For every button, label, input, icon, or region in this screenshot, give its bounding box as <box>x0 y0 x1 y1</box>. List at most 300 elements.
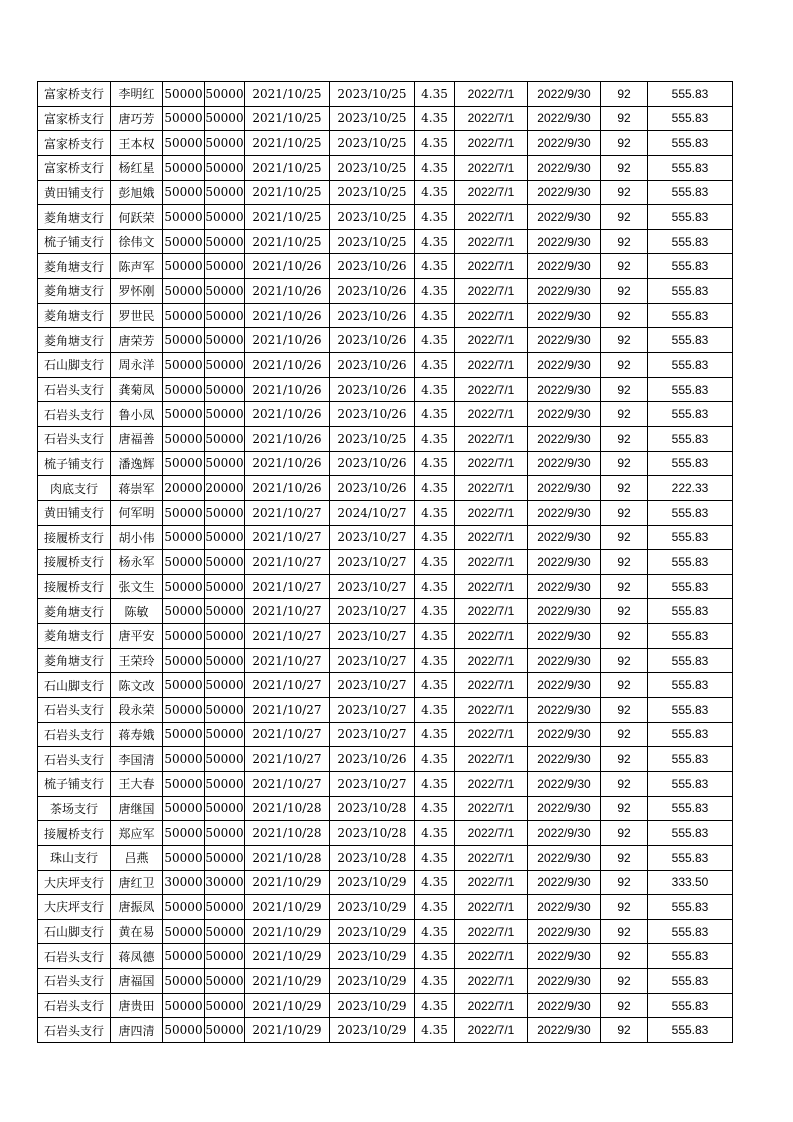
branch-cell: 接履桥支行 <box>38 574 111 599</box>
due-date-cell: 2023/10/27 <box>330 698 415 723</box>
period-end-cell: 2022/9/30 <box>528 870 601 895</box>
due-date-cell: 2023/10/25 <box>330 205 415 230</box>
rate-cell: 4.35 <box>415 550 455 575</box>
interest-cell: 555.83 <box>648 796 733 821</box>
days-cell: 92 <box>601 574 648 599</box>
period-start-cell: 2022/7/1 <box>455 1018 528 1043</box>
period-end-cell: 2022/9/30 <box>528 599 601 624</box>
period-start-cell: 2022/7/1 <box>455 845 528 870</box>
table-row <box>38 919 733 944</box>
due-date-cell: 2023/10/29 <box>330 919 415 944</box>
due-date-cell: 2023/10/29 <box>330 969 415 994</box>
start-date-cell: 2021/10/27 <box>245 747 330 772</box>
branch-cell: 富家桥支行 <box>38 131 111 156</box>
start-date-cell: 2021/10/26 <box>245 426 330 451</box>
table-row <box>38 279 733 304</box>
borrower-name-cell: 罗怀刚 <box>111 279 163 304</box>
borrower-name-cell: 吕燕 <box>111 845 163 870</box>
days-cell: 92 <box>601 944 648 969</box>
interest-cell: 555.83 <box>648 993 733 1018</box>
days-cell: 92 <box>601 377 648 402</box>
interest-cell: 555.83 <box>648 550 733 575</box>
rate-cell: 4.35 <box>415 303 455 328</box>
borrower-name-cell: 杨红星 <box>111 155 163 180</box>
loan-amount-cell: 50000 <box>163 1018 205 1043</box>
interest-cell: 555.83 <box>648 944 733 969</box>
balance-cell: 50000 <box>205 550 245 575</box>
period-start-cell: 2022/7/1 <box>455 870 528 895</box>
loan-amount-cell: 50000 <box>163 131 205 156</box>
table-row <box>38 426 733 451</box>
interest-cell: 555.83 <box>648 131 733 156</box>
balance-cell: 50000 <box>205 993 245 1018</box>
days-cell: 92 <box>601 476 648 501</box>
loan-amount-cell: 50000 <box>163 698 205 723</box>
start-date-cell: 2021/10/25 <box>245 205 330 230</box>
table-row <box>38 673 733 698</box>
due-date-cell: 2023/10/25 <box>330 131 415 156</box>
table-row <box>38 131 733 156</box>
loan-amount-cell: 50000 <box>163 969 205 994</box>
start-date-cell: 2021/10/26 <box>245 451 330 476</box>
period-end-cell: 2022/9/30 <box>528 574 601 599</box>
branch-cell: 菱角塘支行 <box>38 205 111 230</box>
borrower-name-cell: 陈声军 <box>111 254 163 279</box>
loan-amount-cell: 50000 <box>163 722 205 747</box>
start-date-cell: 2021/10/25 <box>245 180 330 205</box>
balance-cell: 50000 <box>205 1018 245 1043</box>
loan-amount-cell: 50000 <box>163 845 205 870</box>
days-cell: 92 <box>601 500 648 525</box>
due-date-cell: 2023/10/25 <box>330 82 415 107</box>
table-row <box>38 895 733 920</box>
interest-cell: 555.83 <box>648 821 733 846</box>
borrower-name-cell: 陈文改 <box>111 673 163 698</box>
due-date-cell: 2023/10/26 <box>330 279 415 304</box>
due-date-cell: 2023/10/26 <box>330 353 415 378</box>
days-cell: 92 <box>601 353 648 378</box>
period-end-cell: 2022/9/30 <box>528 205 601 230</box>
loan-amount-cell: 50000 <box>163 229 205 254</box>
period-end-cell: 2022/9/30 <box>528 919 601 944</box>
rate-cell: 4.35 <box>415 476 455 501</box>
table-row <box>38 500 733 525</box>
table-row <box>38 205 733 230</box>
loan-amount-cell: 20000 <box>163 476 205 501</box>
branch-cell: 大庆坪支行 <box>38 870 111 895</box>
start-date-cell: 2021/10/26 <box>245 476 330 501</box>
balance-cell: 50000 <box>205 328 245 353</box>
rate-cell: 4.35 <box>415 328 455 353</box>
branch-cell: 菱角塘支行 <box>38 303 111 328</box>
days-cell: 92 <box>601 525 648 550</box>
period-start-cell: 2022/7/1 <box>455 821 528 846</box>
period-start-cell: 2022/7/1 <box>455 377 528 402</box>
period-start-cell: 2022/7/1 <box>455 895 528 920</box>
balance-cell: 50000 <box>205 574 245 599</box>
start-date-cell: 2021/10/27 <box>245 599 330 624</box>
borrower-name-cell: 郑应军 <box>111 821 163 846</box>
loan-amount-cell: 50000 <box>163 821 205 846</box>
period-end-cell: 2022/9/30 <box>528 673 601 698</box>
days-cell: 92 <box>601 1018 648 1043</box>
table-row <box>38 229 733 254</box>
due-date-cell: 2023/10/27 <box>330 722 415 747</box>
borrower-name-cell: 胡小伟 <box>111 525 163 550</box>
branch-cell: 接履桥支行 <box>38 550 111 575</box>
balance-cell: 50000 <box>205 451 245 476</box>
loan-amount-cell: 50000 <box>163 353 205 378</box>
interest-cell: 555.83 <box>648 574 733 599</box>
table-row <box>38 599 733 624</box>
due-date-cell: 2023/10/29 <box>330 895 415 920</box>
start-date-cell: 2021/10/29 <box>245 1018 330 1043</box>
balance-cell: 20000 <box>205 476 245 501</box>
borrower-name-cell: 杨永军 <box>111 550 163 575</box>
loan-amount-cell: 50000 <box>163 426 205 451</box>
loan-amount-cell: 50000 <box>163 993 205 1018</box>
due-date-cell: 2023/10/26 <box>330 476 415 501</box>
rate-cell: 4.35 <box>415 796 455 821</box>
branch-cell: 石岩头支行 <box>38 747 111 772</box>
period-end-cell: 2022/9/30 <box>528 131 601 156</box>
interest-cell: 555.83 <box>648 402 733 427</box>
rate-cell: 4.35 <box>415 525 455 550</box>
balance-cell: 50000 <box>205 377 245 402</box>
balance-cell: 50000 <box>205 969 245 994</box>
period-end-cell: 2022/9/30 <box>528 82 601 107</box>
days-cell: 92 <box>601 821 648 846</box>
balance-cell: 50000 <box>205 845 245 870</box>
interest-cell: 555.83 <box>648 303 733 328</box>
period-end-cell: 2022/9/30 <box>528 796 601 821</box>
branch-cell: 富家桥支行 <box>38 82 111 107</box>
rate-cell: 4.35 <box>415 771 455 796</box>
borrower-name-cell: 周永洋 <box>111 353 163 378</box>
balance-cell: 50000 <box>205 402 245 427</box>
branch-cell: 接履桥支行 <box>38 821 111 846</box>
interest-cell: 555.83 <box>648 722 733 747</box>
table-row <box>38 180 733 205</box>
borrower-name-cell: 何军明 <box>111 500 163 525</box>
rate-cell: 4.35 <box>415 722 455 747</box>
branch-cell: 肉底支行 <box>38 476 111 501</box>
period-end-cell: 2022/9/30 <box>528 328 601 353</box>
start-date-cell: 2021/10/25 <box>245 155 330 180</box>
due-date-cell: 2024/10/27 <box>330 500 415 525</box>
due-date-cell: 2023/10/26 <box>330 747 415 772</box>
period-start-cell: 2022/7/1 <box>455 180 528 205</box>
days-cell: 92 <box>601 328 648 353</box>
days-cell: 92 <box>601 303 648 328</box>
balance-cell: 50000 <box>205 229 245 254</box>
balance-cell: 50000 <box>205 82 245 107</box>
start-date-cell: 2021/10/27 <box>245 500 330 525</box>
interest-cell: 555.83 <box>648 254 733 279</box>
table-row <box>38 377 733 402</box>
start-date-cell: 2021/10/26 <box>245 303 330 328</box>
due-date-cell: 2023/10/27 <box>330 550 415 575</box>
rate-cell: 4.35 <box>415 870 455 895</box>
rate-cell: 4.35 <box>415 377 455 402</box>
period-start-cell: 2022/7/1 <box>455 402 528 427</box>
branch-cell: 石山脚支行 <box>38 919 111 944</box>
period-start-cell: 2022/7/1 <box>455 919 528 944</box>
table-row <box>38 771 733 796</box>
loan-amount-cell: 50000 <box>163 599 205 624</box>
loan-amount-cell: 50000 <box>163 451 205 476</box>
table-row <box>38 303 733 328</box>
period-start-cell: 2022/7/1 <box>455 205 528 230</box>
loan-amount-cell: 50000 <box>163 180 205 205</box>
period-start-cell: 2022/7/1 <box>455 969 528 994</box>
period-end-cell: 2022/9/30 <box>528 155 601 180</box>
due-date-cell: 2023/10/25 <box>330 155 415 180</box>
branch-cell: 石岩头支行 <box>38 993 111 1018</box>
balance-cell: 50000 <box>205 279 245 304</box>
branch-cell: 大庆坪支行 <box>38 895 111 920</box>
days-cell: 92 <box>601 426 648 451</box>
borrower-name-cell: 罗世民 <box>111 303 163 328</box>
due-date-cell: 2023/10/27 <box>330 673 415 698</box>
branch-cell: 石山脚支行 <box>38 353 111 378</box>
rate-cell: 4.35 <box>415 698 455 723</box>
table-row <box>38 525 733 550</box>
rate-cell: 4.35 <box>415 969 455 994</box>
branch-cell: 富家桥支行 <box>38 106 111 131</box>
period-start-cell: 2022/7/1 <box>455 574 528 599</box>
period-start-cell: 2022/7/1 <box>455 525 528 550</box>
start-date-cell: 2021/10/25 <box>245 131 330 156</box>
branch-cell: 菱角塘支行 <box>38 648 111 673</box>
interest-cell: 555.83 <box>648 180 733 205</box>
start-date-cell: 2021/10/26 <box>245 279 330 304</box>
balance-cell: 50000 <box>205 673 245 698</box>
due-date-cell: 2023/10/27 <box>330 599 415 624</box>
table-row <box>38 254 733 279</box>
loan-amount-cell: 50000 <box>163 648 205 673</box>
due-date-cell: 2023/10/27 <box>330 574 415 599</box>
period-end-cell: 2022/9/30 <box>528 254 601 279</box>
table-row <box>38 574 733 599</box>
balance-cell: 50000 <box>205 155 245 180</box>
start-date-cell: 2021/10/26 <box>245 353 330 378</box>
branch-cell: 梳子铺支行 <box>38 229 111 254</box>
start-date-cell: 2021/10/27 <box>245 525 330 550</box>
interest-cell: 555.83 <box>648 771 733 796</box>
period-start-cell: 2022/7/1 <box>455 82 528 107</box>
start-date-cell: 2021/10/27 <box>245 550 330 575</box>
period-end-cell: 2022/9/30 <box>528 698 601 723</box>
start-date-cell: 2021/10/28 <box>245 845 330 870</box>
period-end-cell: 2022/9/30 <box>528 500 601 525</box>
period-end-cell: 2022/9/30 <box>528 525 601 550</box>
borrower-name-cell: 黄在易 <box>111 919 163 944</box>
loan-amount-cell: 50000 <box>163 279 205 304</box>
days-cell: 92 <box>601 722 648 747</box>
due-date-cell: 2023/10/26 <box>330 254 415 279</box>
borrower-name-cell: 彭旭娥 <box>111 180 163 205</box>
days-cell: 92 <box>601 106 648 131</box>
days-cell: 92 <box>601 969 648 994</box>
table-row <box>38 353 733 378</box>
rate-cell: 4.35 <box>415 648 455 673</box>
due-date-cell: 2023/10/27 <box>330 624 415 649</box>
borrower-name-cell: 段永荣 <box>111 698 163 723</box>
table-body <box>38 82 733 1043</box>
due-date-cell: 2023/10/26 <box>330 377 415 402</box>
rate-cell: 4.35 <box>415 845 455 870</box>
interest-cell: 333.50 <box>648 870 733 895</box>
balance-cell: 50000 <box>205 180 245 205</box>
branch-cell: 富家桥支行 <box>38 155 111 180</box>
balance-cell: 50000 <box>205 131 245 156</box>
borrower-name-cell: 何跃荣 <box>111 205 163 230</box>
interest-cell: 555.83 <box>648 500 733 525</box>
borrower-name-cell: 唐福国 <box>111 969 163 994</box>
start-date-cell: 2021/10/28 <box>245 821 330 846</box>
table-row <box>38 155 733 180</box>
period-end-cell: 2022/9/30 <box>528 303 601 328</box>
balance-cell: 50000 <box>205 525 245 550</box>
table-row <box>38 624 733 649</box>
rate-cell: 4.35 <box>415 106 455 131</box>
start-date-cell: 2021/10/29 <box>245 944 330 969</box>
interest-cell: 555.83 <box>648 969 733 994</box>
days-cell: 92 <box>601 648 648 673</box>
branch-cell: 梳子铺支行 <box>38 771 111 796</box>
table-row <box>38 451 733 476</box>
period-start-cell: 2022/7/1 <box>455 476 528 501</box>
balance-cell: 50000 <box>205 895 245 920</box>
interest-cell: 555.83 <box>648 353 733 378</box>
rate-cell: 4.35 <box>415 155 455 180</box>
balance-cell: 50000 <box>205 919 245 944</box>
days-cell: 92 <box>601 796 648 821</box>
borrower-name-cell: 王本权 <box>111 131 163 156</box>
table-row <box>38 870 733 895</box>
start-date-cell: 2021/10/29 <box>245 895 330 920</box>
period-end-cell: 2022/9/30 <box>528 426 601 451</box>
balance-cell: 50000 <box>205 353 245 378</box>
borrower-name-cell: 蒋寿娥 <box>111 722 163 747</box>
borrower-name-cell: 张文生 <box>111 574 163 599</box>
interest-cell: 555.83 <box>648 698 733 723</box>
balance-cell: 50000 <box>205 722 245 747</box>
period-end-cell: 2022/9/30 <box>528 550 601 575</box>
period-end-cell: 2022/9/30 <box>528 993 601 1018</box>
balance-cell: 50000 <box>205 698 245 723</box>
loan-amount-cell: 50000 <box>163 550 205 575</box>
branch-cell: 石岩头支行 <box>38 377 111 402</box>
rate-cell: 4.35 <box>415 993 455 1018</box>
period-end-cell: 2022/9/30 <box>528 944 601 969</box>
period-end-cell: 2022/9/30 <box>528 279 601 304</box>
start-date-cell: 2021/10/28 <box>245 796 330 821</box>
table-row <box>38 944 733 969</box>
rate-cell: 4.35 <box>415 747 455 772</box>
due-date-cell: 2023/10/28 <box>330 796 415 821</box>
start-date-cell: 2021/10/27 <box>245 698 330 723</box>
rate-cell: 4.35 <box>415 599 455 624</box>
period-end-cell: 2022/9/30 <box>528 476 601 501</box>
period-end-cell: 2022/9/30 <box>528 895 601 920</box>
branch-cell: 黄田铺支行 <box>38 500 111 525</box>
branch-cell: 梳子铺支行 <box>38 451 111 476</box>
days-cell: 92 <box>601 254 648 279</box>
period-start-cell: 2022/7/1 <box>455 673 528 698</box>
days-cell: 92 <box>601 771 648 796</box>
period-start-cell: 2022/7/1 <box>455 722 528 747</box>
days-cell: 92 <box>601 550 648 575</box>
borrower-name-cell: 唐巧芳 <box>111 106 163 131</box>
interest-cell: 555.83 <box>648 648 733 673</box>
branch-cell: 石岩头支行 <box>38 402 111 427</box>
balance-cell: 50000 <box>205 648 245 673</box>
loan-amount-cell: 50000 <box>163 919 205 944</box>
table-row <box>38 821 733 846</box>
due-date-cell: 2023/10/26 <box>330 451 415 476</box>
borrower-name-cell: 徐伟文 <box>111 229 163 254</box>
borrower-name-cell: 唐振凤 <box>111 895 163 920</box>
due-date-cell: 2023/10/29 <box>330 944 415 969</box>
start-date-cell: 2021/10/25 <box>245 82 330 107</box>
interest-cell: 555.83 <box>648 919 733 944</box>
branch-cell: 菱角塘支行 <box>38 279 111 304</box>
loan-amount-cell: 50000 <box>163 673 205 698</box>
start-date-cell: 2021/10/25 <box>245 106 330 131</box>
balance-cell: 50000 <box>205 205 245 230</box>
period-end-cell: 2022/9/30 <box>528 722 601 747</box>
loan-amount-cell: 50000 <box>163 500 205 525</box>
start-date-cell: 2021/10/27 <box>245 722 330 747</box>
borrower-name-cell: 王荣玲 <box>111 648 163 673</box>
period-end-cell: 2022/9/30 <box>528 180 601 205</box>
loan-amount-cell: 50000 <box>163 155 205 180</box>
loan-amount-cell: 50000 <box>163 254 205 279</box>
interest-cell: 555.83 <box>648 426 733 451</box>
table-row <box>38 82 733 107</box>
start-date-cell: 2021/10/27 <box>245 648 330 673</box>
period-start-cell: 2022/7/1 <box>455 550 528 575</box>
loan-amount-cell: 50000 <box>163 747 205 772</box>
borrower-name-cell: 唐继国 <box>111 796 163 821</box>
period-end-cell: 2022/9/30 <box>528 229 601 254</box>
table-row <box>38 106 733 131</box>
period-start-cell: 2022/7/1 <box>455 426 528 451</box>
borrower-name-cell: 潘逸辉 <box>111 451 163 476</box>
balance-cell: 50000 <box>205 106 245 131</box>
interest-cell: 555.83 <box>648 229 733 254</box>
interest-cell: 555.83 <box>648 451 733 476</box>
period-end-cell: 2022/9/30 <box>528 771 601 796</box>
rate-cell: 4.35 <box>415 821 455 846</box>
due-date-cell: 2023/10/27 <box>330 771 415 796</box>
days-cell: 92 <box>601 205 648 230</box>
interest-cell: 555.83 <box>648 1018 733 1043</box>
period-start-cell: 2022/7/1 <box>455 747 528 772</box>
balance-cell: 50000 <box>205 771 245 796</box>
days-cell: 92 <box>601 870 648 895</box>
period-start-cell: 2022/7/1 <box>455 451 528 476</box>
rate-cell: 4.35 <box>415 624 455 649</box>
days-cell: 92 <box>601 131 648 156</box>
period-start-cell: 2022/7/1 <box>455 131 528 156</box>
rate-cell: 4.35 <box>415 1018 455 1043</box>
branch-cell: 菱角塘支行 <box>38 624 111 649</box>
days-cell: 92 <box>601 673 648 698</box>
table-row <box>38 796 733 821</box>
